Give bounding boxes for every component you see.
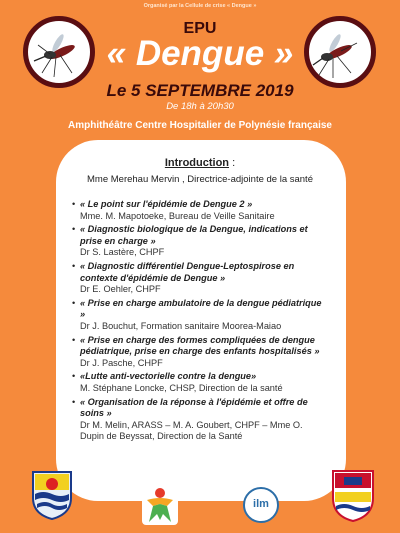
program-item: • « Prise en charge ambulatoire de la dengue pédiatrique » Dr J. Bouchut, Formation sanitaire Moorea-Maiao [72, 297, 322, 331]
talk-title: « Prise en charge ambulatoire de la dengue pédiatrique » [80, 297, 322, 320]
health-figure-logo-icon [141, 484, 179, 526]
talk-speaker: Dr J. Pasche, CHPF [80, 357, 163, 368]
event-date: Le 5 SEPTEMBRE 2019 [106, 81, 294, 100]
intro-heading-colon: : [229, 157, 236, 169]
program-item: • « Diagnostic différentiel Dengue-Leptospirose en contexte d'épidémie de Dengue » Dr E. Oehler, CHPF [72, 260, 295, 295]
program-item: • « Diagnostic biologique de la Dengue, indications et prise en charge » Dr S. Lastère, CHPF [72, 224, 308, 258]
intro-speaker: Mme Merehau Mervin , Directrice-adjointe de la santé [87, 174, 313, 185]
intro-heading [72, 157, 328, 169]
event-venue: Amphithéâtre Centre Hospitalier de Polynésie française [68, 120, 332, 131]
talk-title: « Le point sur l'épidémie de Dengue 2 » [80, 199, 253, 209]
talk-speaker: Dr S. Lastère, CHPF [80, 247, 165, 258]
program-item: • «Lutte anti-vectorielle contre la dengue» M. Stéphane Loncke, CHSP, Direction de la santé [72, 371, 283, 393]
talk-title: « Diagnostic biologique de la Dengue, indications et prise en charge » [80, 224, 308, 246]
talk-title: « Diagnostic différentiel Dengue-Leptospirose en contexte d'épidémie de Dengue » [80, 260, 295, 283]
program-item: • « Prise en charge des formes compliquées de dengue pédiatrique, prise en charge des enfants hospitalisés » Dr J. Pasche, CHPF [72, 334, 320, 368]
intro-heading-label: Introduction [164, 157, 230, 169]
program-card [56, 140, 346, 501]
talk-speaker: Dr M. Melin, ARASS – M. A. Goubert, CHPF – Mme O. Dupin de Beyssat, Direction de la Santé [80, 419, 303, 442]
program-item: • « Le point sur l'épidémie de Dengue 2 » Mme. M. Mapotoeke, Bureau de Veille Sanitaire [72, 199, 275, 221]
talk-speaker: Mme. M. Mapotoeke, Bureau de Veille Sanitaire [80, 210, 275, 221]
talk-title: « Organisation de la réponse à l'épidémie et offre de soins » [80, 396, 308, 419]
ilm-logo-text: ilm [253, 498, 269, 510]
talk-speaker: Dr J. Bouchut, Formation sanitaire Moorea-Maiao [80, 320, 282, 331]
program-item: • « Organisation de la réponse à l'épidémie et offre de soins » Dr M. Melin, ARASS – M. A. Goubert, CHPF – Mme O. Dupin de Beyssat, Direction de la Santé [72, 396, 308, 442]
talk-speaker: M. Stéphane Loncke, CHSP, Direction de la santé [80, 382, 283, 393]
talk-speaker: Dr E. Oehler, CHPF [80, 284, 161, 295]
polynesia-emblem-icon [29, 468, 75, 520]
talk-title: «Lutte anti-vectorielle contre la dengue» [80, 371, 257, 382]
polynesia-emblem-icon [330, 468, 376, 522]
event-label: EPU [183, 20, 217, 37]
page-title: « Dengue » [106, 34, 294, 73]
event-time: De 18h à 20h30 [166, 101, 234, 112]
organizer-line: Organisé par la Cellule de crise « Dengue » [143, 3, 257, 9]
talk-title: « Prise en charge des formes compliquées de dengue pédiatrique, prise en charge des enfants hospitalisés » [80, 334, 320, 357]
ilm-logo-icon [243, 487, 279, 523]
